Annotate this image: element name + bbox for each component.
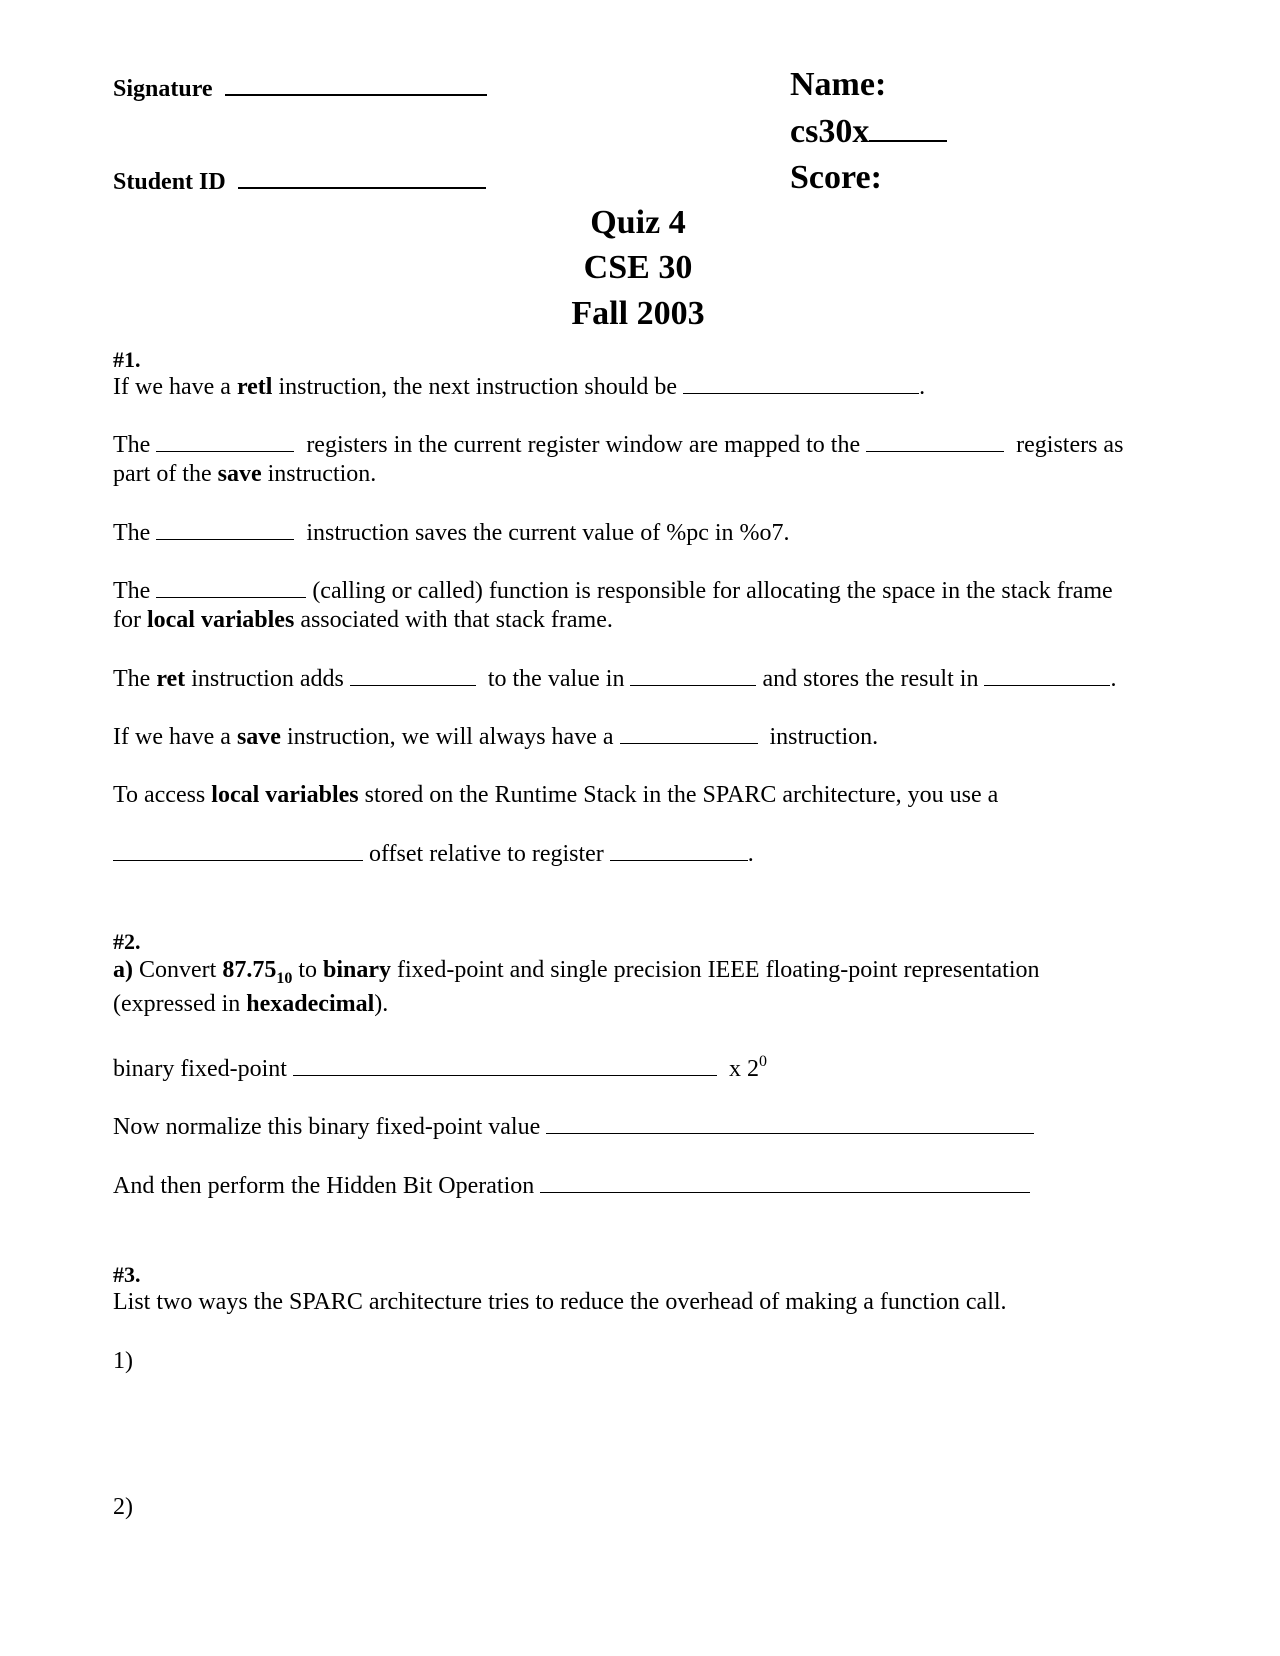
- q2-part-a: [113, 957, 1040, 987]
- q1-s5-text-4: and stores the result in: [756, 666, 985, 692]
- score-label: Score:: [790, 159, 882, 196]
- q1-s6-text-2: instruction, we will always have a: [280, 724, 620, 750]
- q2-fixed-point: [113, 1053, 767, 1083]
- q2-a-text: Convert: [133, 957, 223, 983]
- signature-label: Signature: [113, 76, 213, 102]
- q1-s4-text-2: (calling or called) function is responsible for allocating the space in the stack frame: [306, 578, 1113, 604]
- q1-s8-blank-1[interactable]: [113, 842, 363, 861]
- q1-s1-blank[interactable]: [683, 375, 919, 394]
- q2-fixed-label: binary fixed-point: [113, 1056, 293, 1082]
- q1-s3-text-2: instruction saves the current value of %pc in %o7.: [300, 520, 790, 546]
- q1-s5-text-3: to the value in: [481, 666, 631, 692]
- q1-s7-text-2: stored on the Runtime Stack in the SPARC architecture, you use a: [358, 782, 999, 808]
- q2-a-label: a): [113, 957, 133, 983]
- q1-s3-text: The: [113, 520, 157, 546]
- q2-a-text-2: to: [292, 957, 323, 983]
- q1-sentence-6: [113, 724, 878, 751]
- signature-field: [113, 74, 487, 103]
- q2-hidden-blank[interactable]: [540, 1174, 1030, 1193]
- q3-item-1: 1): [113, 1348, 133, 1374]
- question-2-number: #2.: [113, 929, 141, 954]
- q2-fixed-suffix: x 2: [728, 1056, 759, 1082]
- q1-s2-blank-2[interactable]: [866, 433, 1004, 452]
- q1-s2-text-3: registers as: [1010, 432, 1124, 458]
- term-title: Fall 2003: [571, 295, 705, 332]
- question-3-number: #3.: [113, 1262, 141, 1287]
- q2-normalize-label: Now normalize this binary fixed-point value: [113, 1114, 547, 1140]
- student-id-field: [113, 167, 486, 196]
- q1-s8-text: offset relative to register: [363, 841, 610, 867]
- q1-s3-blank[interactable]: [156, 521, 294, 540]
- q2-a-base: 10: [276, 970, 293, 987]
- question-1-number: #1.: [113, 347, 141, 372]
- student-id-label: Student ID: [113, 169, 226, 195]
- q1-sentence-2-cont: [113, 461, 376, 488]
- q1-sentence-5: [113, 666, 1116, 693]
- q1-sentence-4-cont: [113, 607, 613, 634]
- q1-s2-text: The: [113, 432, 157, 458]
- q2-part-a-cont: [113, 991, 388, 1018]
- name-label: Name:: [790, 66, 887, 103]
- q2-hidden-bit: [113, 1173, 1030, 1200]
- q1-s2-line2-text: part of the: [113, 461, 218, 487]
- student-id-blank[interactable]: [238, 167, 486, 189]
- q1-s1-text-2: instruction, the next instruction should be: [272, 374, 684, 400]
- q1-sentence-7: [113, 782, 998, 809]
- q1-s2-text-2: registers in the current register window are mapped to the: [300, 432, 867, 458]
- quiz-title: Quiz 4: [590, 204, 686, 241]
- q2-normalize-blank[interactable]: [546, 1115, 1034, 1134]
- q2-fixed-exp: 0: [758, 1053, 767, 1070]
- q1-s7-text: To access: [113, 782, 212, 808]
- q1-sentence-8: [113, 841, 754, 868]
- q1-s5-end: .: [1110, 666, 1117, 692]
- q1-s4-blank[interactable]: [156, 579, 306, 598]
- q1-sentence-1: [113, 374, 925, 401]
- q1-s2-line2-bold: save: [217, 461, 262, 487]
- q1-s1-end: .: [919, 374, 926, 400]
- q1-s4-line2-text: for: [113, 607, 147, 633]
- q1-s8-end: .: [747, 841, 754, 867]
- q3-text: List two ways the SPARC architecture tries to reduce the overhead of making a function call.: [113, 1289, 1007, 1315]
- q1-s6-text-3: instruction.: [763, 724, 879, 750]
- course-title: CSE 30: [583, 249, 693, 286]
- q1-s2-blank-1[interactable]: [156, 433, 294, 452]
- q2-a-line2-text: (expressed in: [113, 991, 247, 1017]
- q1-sentence-4: [113, 578, 1113, 605]
- q2-a-line2-text-2: ).: [374, 991, 389, 1017]
- login-label: cs30x: [790, 113, 870, 150]
- q1-s4-text: The: [113, 578, 157, 604]
- q1-s2-line2-text-2: instruction.: [261, 461, 377, 487]
- q1-sentence-2: [113, 432, 1123, 459]
- q1-s5-bold: ret: [156, 666, 186, 692]
- q1-s5-text-2: instruction adds: [185, 666, 350, 692]
- q2-a-value: 87.75: [222, 957, 277, 983]
- q1-s5-blank-3[interactable]: [984, 667, 1110, 686]
- q1-s5-text: The: [113, 666, 157, 692]
- q1-s6-bold: save: [236, 724, 281, 750]
- q2-a-text-3: fixed-point and single precision IEEE floating-point representation: [391, 957, 1040, 983]
- q2-a-bold: binary: [323, 957, 392, 983]
- signature-blank[interactable]: [225, 74, 487, 96]
- q2-a-line2-bold: hexadecimal: [246, 991, 375, 1017]
- q1-s4-line2-bold: local variables: [146, 607, 295, 633]
- q3-item-2: 2): [113, 1494, 133, 1520]
- q1-s6-blank[interactable]: [620, 725, 758, 744]
- q1-s1-bold: retl: [236, 374, 273, 400]
- q1-s1-text: If we have a: [113, 374, 237, 400]
- q1-s8-blank-2[interactable]: [610, 842, 748, 861]
- q1-s5-blank-2[interactable]: [630, 667, 756, 686]
- q2-hidden-label: And then perform the Hidden Bit Operation: [113, 1173, 541, 1199]
- q2-fixed-blank[interactable]: [293, 1057, 717, 1076]
- login-field: [790, 113, 947, 151]
- q1-s6-text: If we have a: [113, 724, 237, 750]
- q1-sentence-3: [113, 520, 790, 547]
- q2-normalize: [113, 1114, 1034, 1141]
- login-blank[interactable]: [869, 114, 947, 142]
- q1-s7-bold: local variables: [211, 782, 359, 808]
- q1-s4-line2-text-2: associated with that stack frame.: [294, 607, 613, 633]
- q1-s5-blank-1[interactable]: [350, 667, 476, 686]
